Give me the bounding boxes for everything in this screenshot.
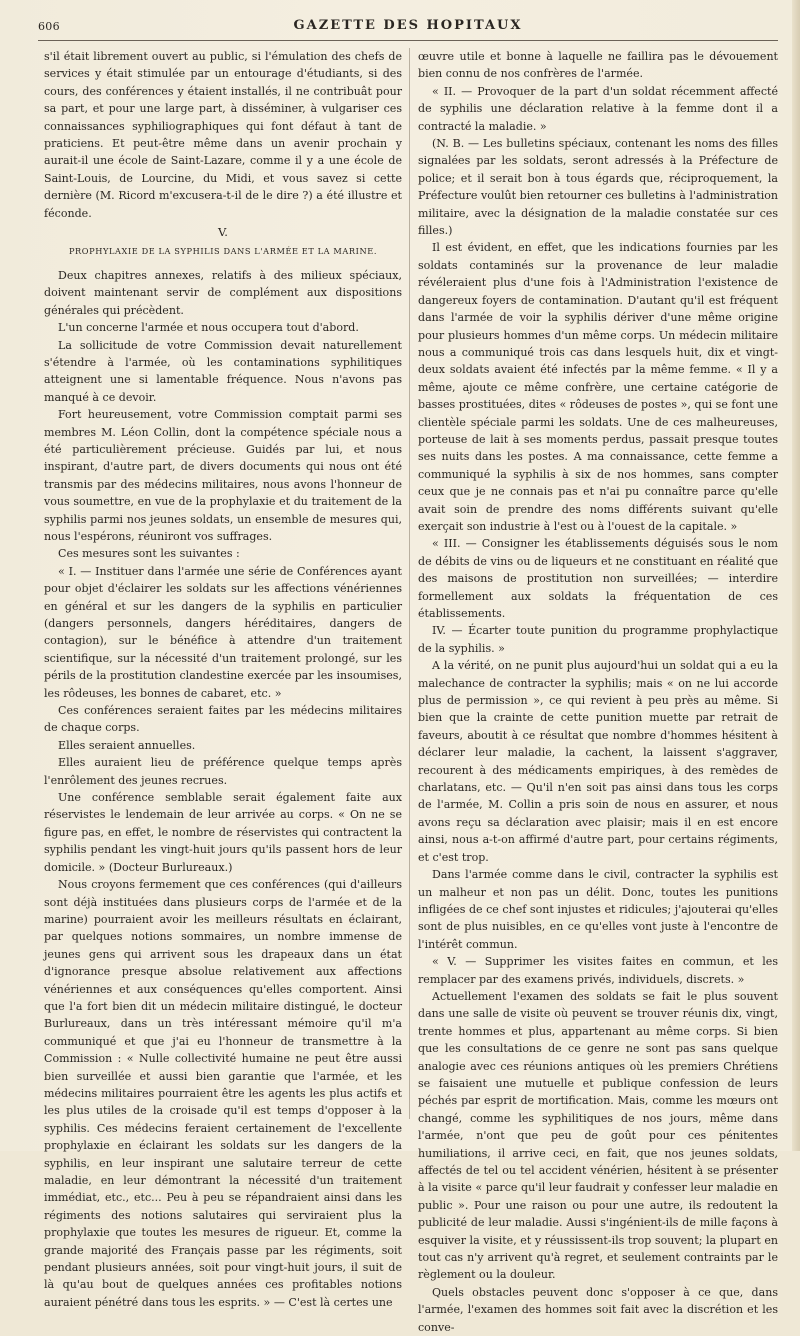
paragraph: œuvre utile et bonne à laquelle ne faillira pas le dévouement bien connu de nos confrères de l'armée.	[418, 50, 778, 81]
paragraph: « I. — Instituer dans l'armée une série de Conférences ayant pour objet d'éclairer les soldats sur les affections vénériennes en général et sur les dangers de la syphilis en particulier (dangers personnels, dangers héréditaires, dangers de contagion), sur le bénéfice à attendre d'un traitement scientifique, sur la nécessité d'un traitement prolongé, sur les périls de la prostitution clandestine exercée par les insoumises, les rôdeuses, les bonnes de cabaret, etc. »	[44, 564, 402, 700]
journal-title: GAZETTE DES HOPITAUX	[293, 18, 523, 33]
page-header	[38, 18, 778, 41]
column-divider	[409, 48, 410, 1119]
left-column	[44, 48, 402, 1309]
paragraph: « III. — Consigner les établissements déguisés sous le nom de débits de vins ou de liqueurs et ne constituant en réalité que des maisons de prostitution non surveillées; — interdire formellement aux soldats la fréquentation de ces établissements.	[418, 537, 778, 620]
paragraph: Ces conférences seraient faites par les médecins militaires de chaque corps.	[44, 704, 402, 735]
paragraph: Actuellement l'examen des soldats se fait le plus souvent dans une salle de visite où peuvent se trouver réunis dix, vingt, trente hommes et plus, appartenant au même corps. Si bien que les consultations de ce genre ne sont pas sans quelque analogie avec ces réunions antiques où les premiers Chrétiens se faisaient une mutuelle et publique confession de leurs péchés par esprit de mortification. Mais, comme les mœurs ont changé, comme les syphilitiques de nos jours, même dans l'armée, n'ont que peu de goût pour ces pénitentes humiliations, il arrive ceci, en fait, que nos jeunes soldats, affectés de tel ou tel accident vénérien, hésitent à se présenter à la visite « parce qu'il leur faudrait y confesser leur maladie en public ». Pour une raison ou pour une autre, ils redoutent la publicité de leur maladie. Aussi s'ingénient-ils de mille façons à esquiver la visite, et y réussissent-ils trop souvent; la plupart en tout cas n'y arrivent qu'à regret, et seulement contraints par le règlement ou la douleur.	[418, 989, 778, 1282]
paragraph: Dans l'armée comme dans le civil, contracter la syphilis est un malheur et non pas un délit. Donc, toutes les punitions infligées de ce chef sont injustes et ridicules; j'ajouterai qu'elles sont de plus nuisibles, en ce qu'elles vont juste à l'encontre de l'intérêt commun.	[418, 868, 778, 951]
paragraph: Deux chapitres annexes, relatifs à des milieux spéciaux, doivent maintenant servir de complément aux dispositions générales qui précèdent.	[44, 268, 402, 317]
paragraph: Ces mesures sont les suivantes :	[58, 547, 240, 561]
paragraph: s'il était librement ouvert au public, si l'émulation des chefs de services y était stimulée par un entourage d'étudiants, si des cours, des conférences y étaient installés, il ne contribuât pour sa part, et pour une large part, à disséminer, à vulgariser ces connaissances syphiliographiques qui font défaut à tant de praticiens. Et peut-être même dans un avenir prochain y aurait-il une école de Saint-Lazare, comme il y a une école de Saint-Louis, de Lourcine, du Midi, et vous savez si cette dernière (M. Ricord m'excusera-t-il de le dire ?) a été illustre et féconde.	[44, 50, 402, 220]
paragraph: Il est évident, en effet, que les indications fournies par les soldats contaminés sur la provenance de leur maladie révéleraient plus d'une fois à l'Administration l'existence de dangereux foyers de contamination. D'autant qu'il est fréquent dans l'armée de voir la syphilis dériver d'une même origine pour plusieurs hommes d'un même corps. Un médecin militaire nous a communiqué trois cas dans lesquels huit, dix et vingt-deux soldats avaient été infectés par la même femme. « Il y a même, ajoute ce même confrère, une certaine catégorie de basses prostituées, dites « rôdeuses de postes », qui se font une clientèle spéciale parmi les soldats. Une de ces malheureuses, porteuse de lait à ses moments perdus, passait presque toutes ses nuits dans les postes. A ma connaissance, cette femme a communiqué la syphilis à six de nos hommes, sans compter ceux que je ne connais pas et n'ai pu connaître parce qu'elle avait soin de prendre des noms différents suivant qu'elle exerçait son industrie à l'est ou à l'ouest de la capitale. »	[418, 241, 778, 533]
section-number: V.	[218, 225, 228, 240]
paragraph: Fort heureusement, votre Commission comptait parmi ses membres M. Léon Collin, dont la compétence spéciale nous a été particulièrement précieuse. Guidés par lui, et nous inspirant, d'autre part, de divers documents qui nous ont été transmis par des médecins militaires, nous avons l'honneur de vous soumettre, en vue de la prophylaxie et du traitement de la syphilis parmi nos jeunes soldats, un ensemble de mesures qui, nous l'espérons, réuniront vos suffrages.	[44, 408, 402, 543]
paragraph: L'un concerne l'armée et nous occupera tout d'abord.	[58, 321, 359, 335]
paragraph: Quels obstacles peuvent donc s'opposer à ce que, dans l'armée, l'examen des hommes soit fait avec la discrétion et les conve-	[418, 1285, 778, 1334]
paragraph: La sollicitude de votre Commission devait naturellement s'étendre à l'armée, où les contaminations syphilitiques atteignent une si lamentable fréquence. Nous n'avons pas manqué à ce devoir.	[44, 338, 402, 404]
paragraph: Nous croyons fermement que ces conférences (qui d'ailleurs sont déjà instituées dans plusieurs corps de l'armée et de la marine) pourraient avoir les meilleurs résultats en éclairant, par quelques notions sommaires, un nombre immense de jeunes gens qui arrivent sous les drapeaux dans un état d'ignorance presque absolue relativement aux affections vénériennes et aux conséquences qu'elles comportent. Ainsi que l'a fort bien dit un médecin militaire distingué, le docteur Burlureaux, dans un très intéressant mémoire qu'il m'a communiqué et que j'ai eu l'honneur de transmettre à la Commission : « Nulle collectivité humaine ne peut être aussi bien surveillée et aussi bien garantie que l'armée, et les médecins militaires pourraient être les agents les plus actifs et les plus utiles de la croisade qu'il est temps d'opposer à la syphilis. Ces médecins feraient certainement de l'excellente prophylaxie en éclairant les soldats sur les dangers de la syphilis, en leur inspirant une salutaire terreur de cette maladie, en leur démontrant la nécessité d'un traitement immédiat, etc., etc... Peu à peu se répandraient ainsi dans les régiments des notions salutaires qui serviraient plus la prophylaxie que toutes les mesures de rigueur. Et, comme la grande majorité des Français passe par les régiments, soit pendant plusieurs années, soit pour vingt-huit jours, il suit de là qu'au bout de quelques années ces profitables notions auraient pénétré dans tous les esprits. » — C'est là certes une	[44, 878, 402, 1309]
page-edge	[792, 0, 800, 1151]
paragraph: A la vérité, on ne punit plus aujourd'hui un soldat qui a eu la malechance de contracter la syphilis; mais « on ne lui accorde plus de permission », ce qui revient à peu près au même. Si bien que la crainte de cette punition muette par retrait de faveurs, aboutit à ce résultat que nombre d'hommes hésitent à déclarer leur maladie, la cachent, la laissent s'aggraver, recourent à des médicaments empiriques, à des remèdes de charlatans, etc. — Qu'il n'en soit pas ainsi dans tous les corps de l'armée, M. Collin a pris soin de nous en assurer, et nous avons reçu sa déclaration avec plaisir; mais il en est encore ainsi, nous a-t-on affirmé d'autre part, pour certains régiments, et c'est trop.	[418, 659, 778, 864]
paragraph: Elles auraient lieu de préférence quelque temps après l'enrôlement des jeunes recrues.	[44, 756, 402, 787]
page-number: 606	[38, 20, 60, 33]
paragraph: IV. — Écarter toute punition du programme prophylactique de la syphilis. »	[418, 624, 778, 655]
paragraph: Elles seraient annuelles.	[58, 738, 196, 752]
section-title: PROPHYLAXIE DE LA SYPHILIS DANS L'ARMÉE ET LA MARINE.	[68, 246, 378, 257]
paragraph: « II. — Provoquer de la part d'un soldat récemment affecté de syphilis une déclaration relative à la femme dont il a contracté la maladie. »	[418, 84, 778, 133]
right-column	[418, 48, 778, 1334]
paragraph: Une conférence semblable serait également faite aux réservistes le lendemain de leur arrivée au corps. « On ne se figure pas, en effet, le nombre de réservistes qui contractent la syphilis pendant les vingt-huit jours qu'ils passent hors de leur domicile. » (Docteur Burlureaux.)	[44, 791, 402, 874]
paragraph: (N. B. — Les bulletins spéciaux, contenant les noms des filles signalées par les soldats, seront adressés à la Préfecture de police; et il serait bon à tous égards que, réciproquement, la Préfecture voulût bien retourner ces bulletins à l'administration militaire, avec la désignation de la maladie constatée sur ces filles.)	[418, 137, 778, 238]
paragraph: « V. — Supprimer les visites faites en commun, et les remplacer par des examens privés, individuels, discrets. »	[418, 955, 778, 986]
